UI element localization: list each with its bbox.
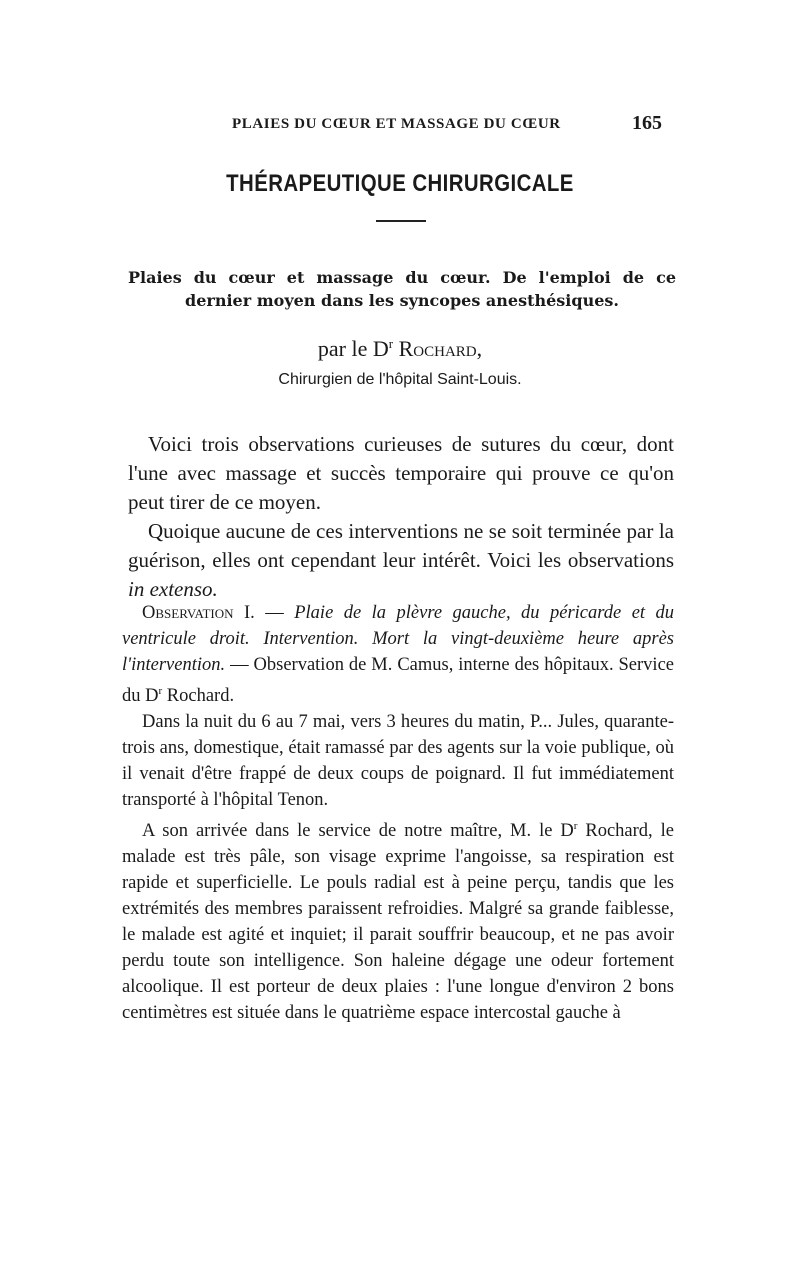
author-name: Rochard,	[398, 336, 483, 361]
observation-service: Rochard.	[162, 686, 235, 706]
observation-dash: —	[254, 603, 295, 623]
observation-paragraph-2-superscript: r	[573, 820, 578, 832]
observation-source-superscript: r	[158, 685, 163, 697]
intro-paragraph-1: Voici trois observations curieuses de sutures du cœur, dont l'une avec massage et succès temporaire qui prouve ce qu'on peut tirer de ce moyen.	[128, 432, 674, 514]
observation-paragraph-2-b: Rochard, le malade est très pâle, son visage exprime l'angoisse, sa respiration est rapide et superficielle. Le pouls radial est à peine perçu, tandis que les extrémités des membres paraissent refroidies. Malgré sa grande faiblesse, le malade est agité et inquiet; il parait souffrir beaucoup, et ne pas avoir perdu toute son intelligence. Son haleine dégage une odeur fortement alcoolique. Il est porteur de deux plaies : l'une longue d'environ 2 bons centimètres est située dans le quatrième espace intercostal gauche à	[122, 821, 674, 1023]
introduction	[128, 430, 674, 604]
byline-prefix: par le D	[317, 336, 389, 361]
observation-heading	[122, 600, 674, 709]
observation-source: — Observation de M. Camus, interne des hôpitaux. Service du D	[122, 655, 674, 706]
intro-paragraph-2-italic: in extenso.	[128, 577, 218, 601]
article-title: Plaies du cœur et massage du cœur. De l'emploi de ce dernier moyen dans les syncopes anesthésiques.	[128, 268, 676, 310]
observation-label: Observation I.	[142, 603, 255, 623]
title-rule	[376, 220, 426, 222]
intro-paragraph-2-text: Quoique aucune de ces interventions ne se soit terminée par la guérison, elles ont cependant leur intérêt. Voici les observations	[128, 519, 674, 572]
byline-superscript: r	[388, 336, 394, 351]
observation-title: Plaie de la plèvre gauche, du péricarde et du ventricule droit. Intervention. Mort la vingt-deuxième heure après l'intervention.	[122, 603, 675, 675]
intro-paragraph-2	[128, 517, 674, 604]
running-head: PLAIES DU CŒUR ET MASSAGE DU CŒUR	[232, 116, 561, 132]
section-title: THÉRAPEUTIQUE CHIRURGICALE	[226, 170, 574, 197]
page-number: 165	[632, 112, 662, 134]
author-affiliation: Chirurgien de l'hôpital Saint-Louis.	[278, 371, 522, 388]
observation-paragraph-2	[122, 813, 674, 1026]
byline	[0, 336, 800, 362]
observation-paragraph-1: Dans la nuit du 6 au 7 mai, vers 3 heures du matin, P... Jules, quarante-trois ans, domestique, était ramassé par des agents sur la voie publique, où il venait d'être frappé de deux coups de poignard. Il fut immédiatement transporté à l'hôpital Tenon.	[122, 712, 674, 810]
observation-1	[122, 600, 674, 1026]
observation-paragraph-2-a: A son arrivée dans le service de notre maître, M. le D	[142, 821, 574, 841]
